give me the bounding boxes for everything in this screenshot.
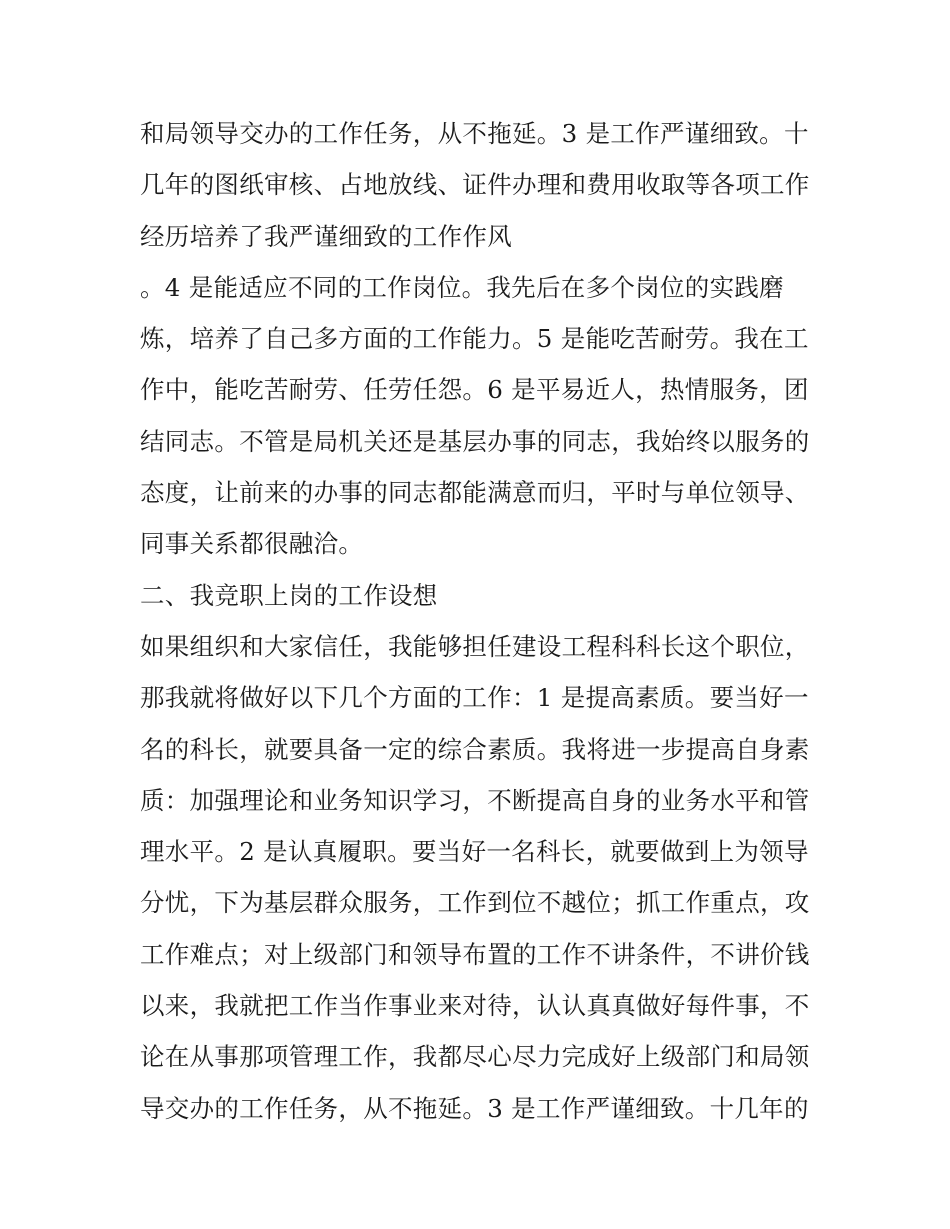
text-line-15: 理水平。2 是认真履职。要当好一名科长，就要做到上为领导 [140,837,809,867]
text-line-4: 。4 是能适应不同的工作岗位。我先后在多个岗位的实践磨 [140,272,784,302]
text-line-11: 如果组织和大家信任，我能够担任建设工程科科长这个职位， [140,631,810,661]
text-line-8: 态度，让前来的办事的同志都能满意而归，平时与单位领导、 [140,478,810,508]
text-line-19: 论在从事那项管理工作，我都尽心尽力完成好上级部门和局领 [140,1042,810,1072]
section-heading: 二、我竞职上岗的工作设想 [140,580,438,610]
text-line-14: 质：加强理论和业务知识学习，不断提高自身的业务水平和管 [140,785,810,815]
text-line-2: 几年的图纸审核、占地放线、证件办理和费用收取等各项工作 [140,170,810,200]
text-line-12: 那我就将做好以下几个方面的工作：1 是提高素质。要当好一 [140,683,809,713]
text-line-3: 经历培养了我严谨细致的工作作风 [140,221,512,251]
text-line-18: 以来，我就把工作当作事业来对待，认认真真做好每件事，不 [140,991,810,1021]
text-line-1: 和局领导交办的工作任务，从不拖延。3 是工作严谨细致。十 [140,119,809,148]
text-line-16: 分忧，下为基层群众服务，工作到位不越位；抓工作重点，攻 [140,888,810,918]
body-text [140,108,820,1134]
text-line-17: 工作难点；对上级部门和领导布置的工作不讲条件，不讲价钱 [140,939,810,969]
text-line-13: 名的科长，就要具备一定的综合素质。我将进一步提高自身素 [140,734,810,764]
text-line-7: 结同志。不管是局机关还是基层办事的同志，我始终以服务的 [140,426,810,456]
text-line-20: 导交办的工作任务，从不拖延。3 是工作严谨细致。十几年的 [140,1093,809,1123]
text-line-6: 作中，能吃苦耐劳、任劳任怨。6 是平易近人，热情服务，团 [140,375,809,405]
text-line-9: 同事关系都很融洽。 [140,529,364,559]
text-line-5: 炼，培养了自己多方面的工作能力。5 是能吃苦耐劳。我在工 [140,324,809,354]
